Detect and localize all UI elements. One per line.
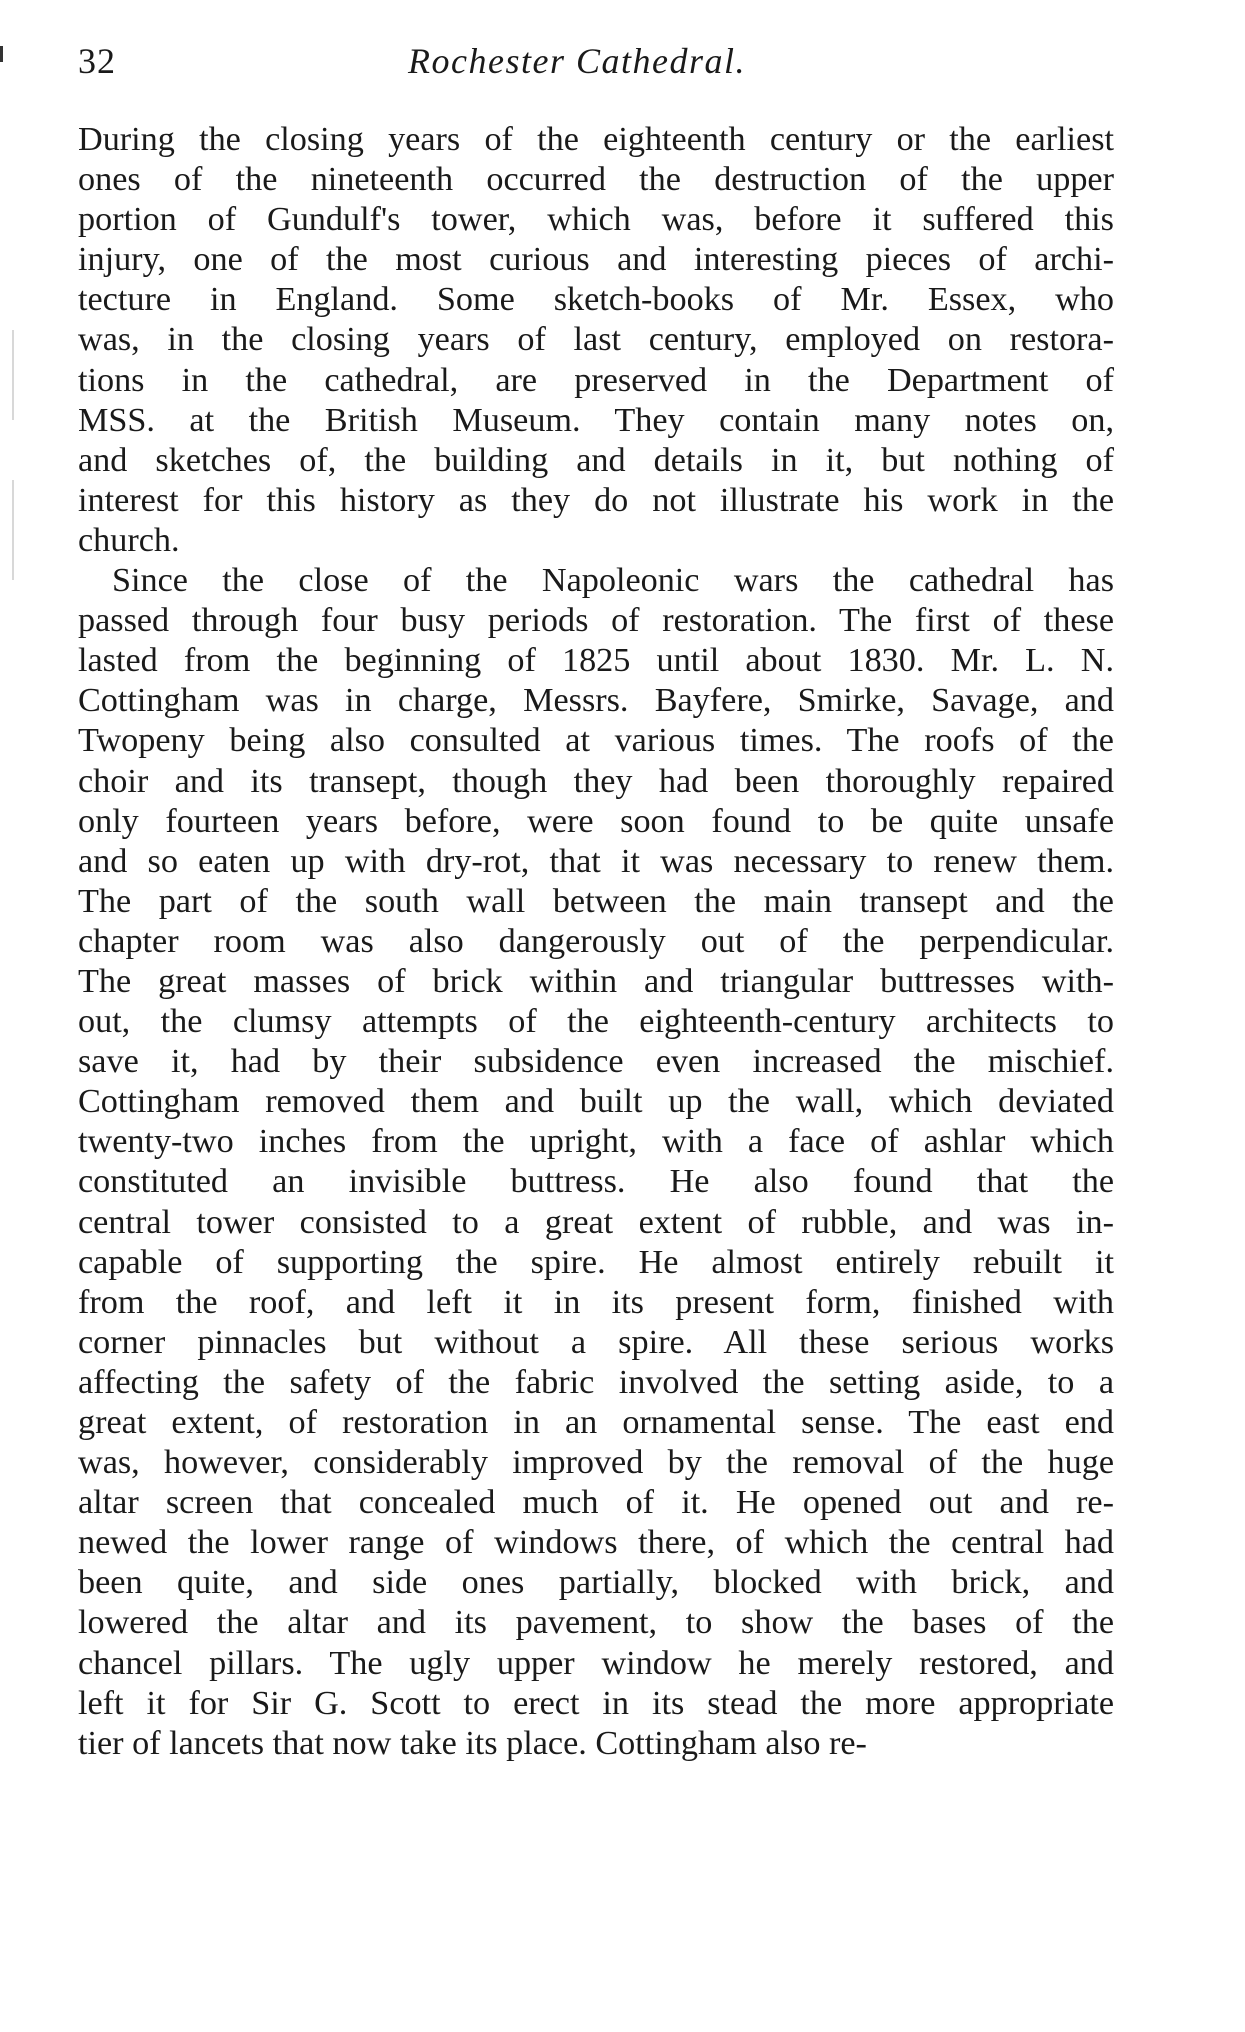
text-line: Cottingham was in charge, Messrs. Bayfere, Smirke, Savage, and bbox=[78, 682, 1114, 720]
text-line: altar screen that concealed much of it. He opened out and re- bbox=[78, 1484, 1114, 1522]
text-line: tier of lancets that now take its place. Cottingham also re- bbox=[78, 1724, 867, 1762]
paragraph bbox=[78, 561, 1114, 1764]
text-line: Twopeny being also consulted at various times. The roofs of the bbox=[78, 722, 1114, 760]
text-line: Cottingham removed them and built up the wall, which deviated bbox=[78, 1083, 1114, 1121]
text-line: interest for this history as they do not illustrate his work in the bbox=[78, 481, 1114, 519]
text-line: During the closing years of the eighteenth century or the earliest bbox=[78, 121, 1114, 158]
text-line: and sketches of, the building and details in it, but nothing of bbox=[78, 441, 1114, 479]
text-line: and so eaten up with dry-rot, that it was necessary to renew them. bbox=[78, 842, 1114, 880]
text-line: was, in the closing years of last century, employed on restora- bbox=[78, 321, 1114, 359]
text-line: church. bbox=[78, 521, 180, 559]
text-line: only fourteen years before, were soon found to be quite unsafe bbox=[78, 802, 1114, 840]
text-line: was, however, considerably improved by the removal of the huge bbox=[78, 1444, 1114, 1482]
text-line: corner pinnacles but without a spire. All these serious works bbox=[78, 1323, 1114, 1361]
text-line: lowered the altar and its pavement, to show the bases of the bbox=[78, 1604, 1114, 1642]
text-line: save it, had by their subsidence even increased the mischief. bbox=[78, 1043, 1114, 1081]
text-line: twenty-two inches from the upright, with a face of ashlar which bbox=[78, 1123, 1114, 1161]
text-line: lasted from the beginning of 1825 until about 1830. Mr. L. N. bbox=[78, 642, 1114, 680]
paragraph bbox=[78, 120, 1114, 561]
text-line: newed the lower range of windows there, of which the central had bbox=[78, 1524, 1114, 1562]
text-line: injury, one of the most curious and interesting pieces of archi- bbox=[78, 241, 1114, 279]
text-line: passed through four busy periods of restoration. The first of these bbox=[78, 602, 1114, 640]
binding-mark bbox=[0, 46, 3, 62]
body-text bbox=[78, 120, 1114, 1764]
text-line: choir and its transept, though they had been thoroughly repaired bbox=[78, 762, 1114, 800]
text-line: from the roof, and left it in its present form, finished with bbox=[78, 1283, 1114, 1321]
text-line: been quite, and side ones partially, blocked with brick, and bbox=[78, 1564, 1114, 1602]
text-line: Since the close of the Napoleonic wars the cathedral has bbox=[112, 562, 1114, 600]
page-header bbox=[78, 40, 1118, 90]
running-title: Rochester Cathedral. bbox=[408, 41, 746, 81]
text-line: left it for Sir G. Scott to erect in its stead the more appropriate bbox=[78, 1684, 1114, 1722]
text-line: The part of the south wall between the main transept and the bbox=[78, 882, 1114, 920]
text-line: chapter room was also dangerously out of the perpendicular. bbox=[78, 922, 1114, 960]
margin-shadow bbox=[12, 480, 14, 580]
text-line: affecting the safety of the fabric involved the setting aside, to a bbox=[78, 1363, 1114, 1401]
text-line: ones of the nineteenth occurred the destruction of the upper bbox=[78, 161, 1114, 199]
text-line: tecture in England. Some sketch-books of Mr. Essex, who bbox=[78, 281, 1114, 319]
text-line: chancel pillars. The ugly upper window he merely restored, and bbox=[78, 1644, 1114, 1682]
text-line: The great masses of brick within and triangular buttresses with- bbox=[78, 962, 1114, 1000]
text-line: capable of supporting the spire. He almost entirely rebuilt it bbox=[78, 1243, 1114, 1281]
text-line: portion of Gundulf's tower, which was, before it suffered this bbox=[78, 201, 1114, 239]
text-line: constituted an invisible buttress. He also found that the bbox=[78, 1163, 1114, 1201]
text-line: out, the clumsy attempts of the eighteenth-century architects to bbox=[78, 1003, 1114, 1041]
text-line: tions in the cathedral, are preserved in the Department of bbox=[78, 361, 1114, 399]
text-line: MSS. at the British Museum. They contain many notes on, bbox=[78, 401, 1114, 439]
page-number: 32 bbox=[78, 41, 116, 81]
text-line: great extent, of restoration in an ornamental sense. The east end bbox=[78, 1404, 1114, 1441]
text-line: central tower consisted to a great extent of rubble, and was in- bbox=[78, 1203, 1114, 1241]
margin-shadow bbox=[12, 330, 14, 420]
